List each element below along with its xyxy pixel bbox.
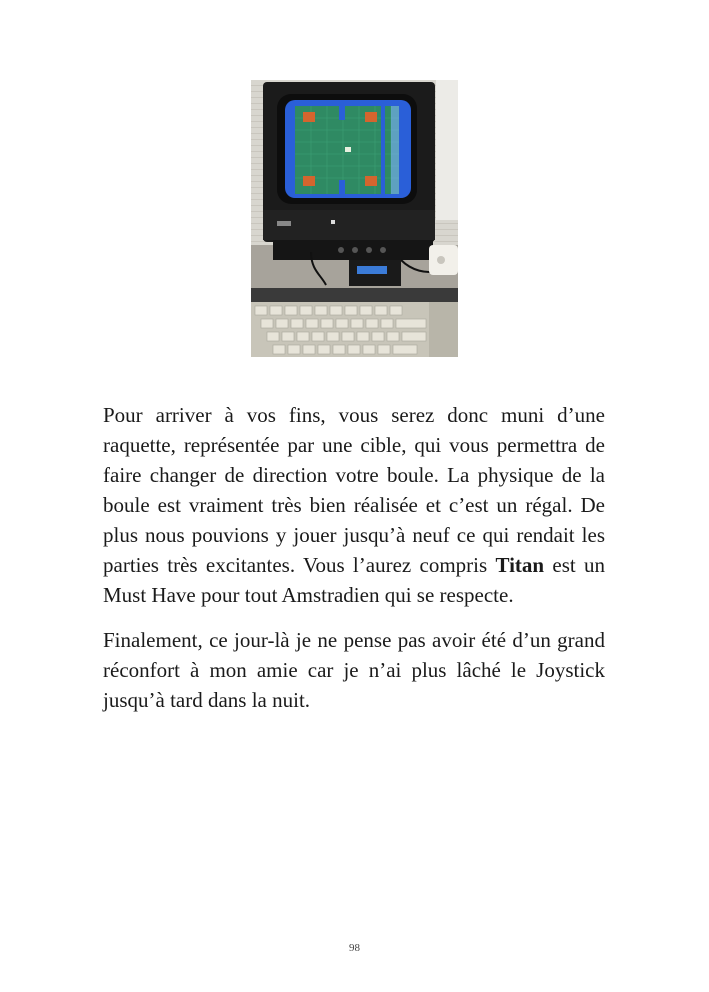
paragraph-2: Finalement, ce jour-là je ne pense pas avoir été d’un grand réconfort à mon amie car je n’ai plus lâché le Joystick jusqu’à tard dans la nuit. bbox=[103, 628, 605, 712]
paragraph-1-part-b: est un Must Have pour tout Amstradien qui se respecte. bbox=[103, 553, 606, 607]
body-text bbox=[103, 400, 605, 730]
page-number: 98 bbox=[349, 942, 360, 954]
game-title-titan: Titan bbox=[495, 553, 545, 577]
game-photo bbox=[251, 80, 458, 357]
paragraph-1-part-a: Pour arriver à vos fins, vous serez donc muni d’une raquette, représentée par une cible, qui vous permettra de faire changer de direction votre boule. La physique de la boule est vraiment très bien réalisée et c’est un régal. De plus nous pouvions y jouer jusqu’à neuf ce qui rendait les parties très excitantes. Vous l’aurez compris bbox=[103, 403, 605, 577]
paragraph-1 bbox=[103, 400, 605, 610]
